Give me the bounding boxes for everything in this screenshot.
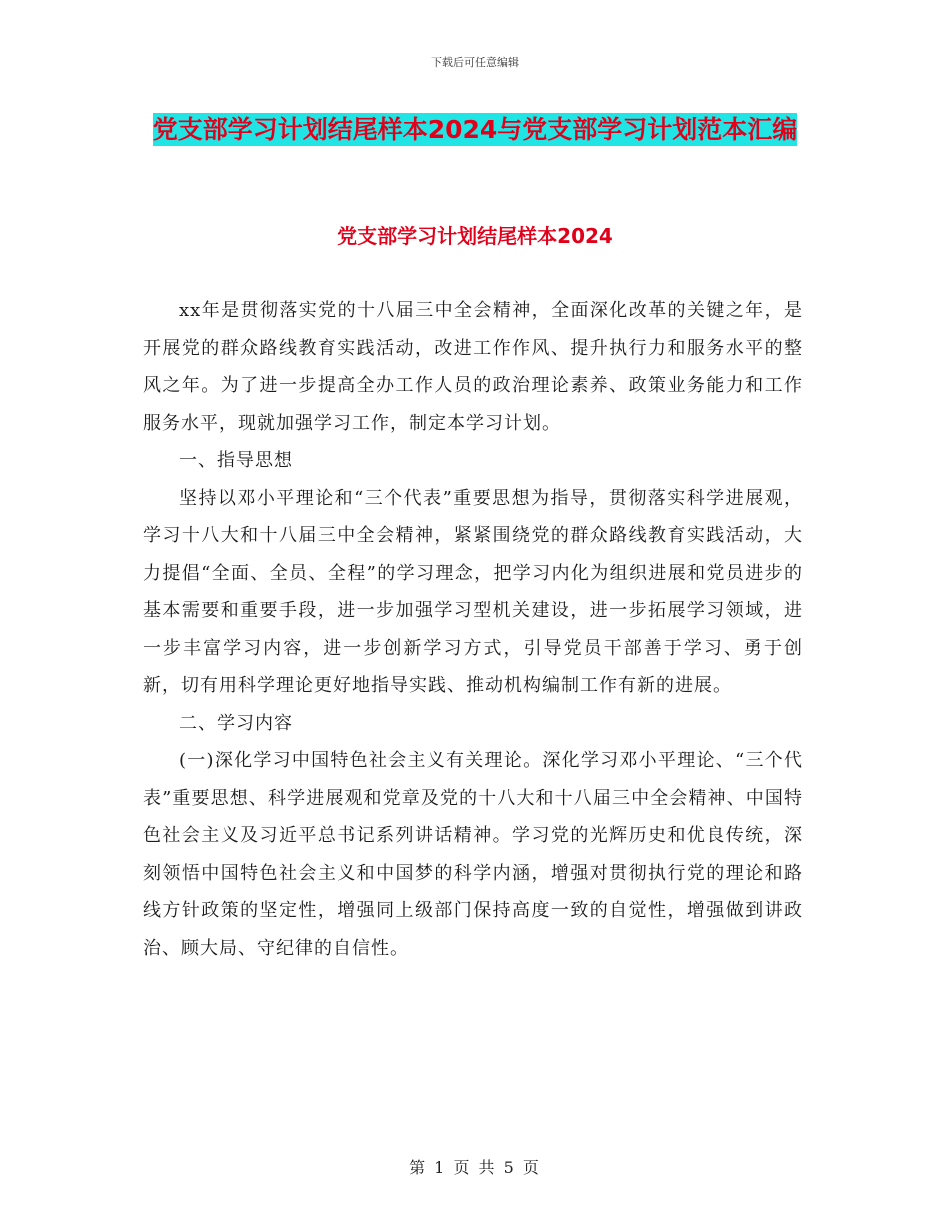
section-title: 党支部学习计划结尾样本2024 [337, 224, 613, 248]
paragraph-guiding-thought: 坚持以邓小平理论和“三个代表”重要思想为指导，贯彻落实科学进展观，学习十八大和十八届三中全会精神，紧紧围绕党的群众路线教育实践活动，大力提倡“全面、全员、全程”的学习理念，把学习内化为组织进展和党员进步的基本需要和重要手段，进一步加强学习型机关建设，进一步拓展学习领域，进一步丰富学习内容，进一步创新学习方式，引导党员干部善于学习、勇于创新，切有用科学理论更好地指导实践、推动机构编制工作有新的进展。 [143, 487, 803, 696]
heading-study-content: 二、学习内容 [179, 712, 293, 734]
paragraph-study-content: (一)深化学习中国特色社会主义有关理论。深化学习邓小平理论、“三个代表”重要思想、科学进展观和党章及党的十八大和十八届三中全会精神、中国特色社会主义及习近平总书记系列讲话精神。学习党的光辉历史和优良传统，深刻领悟中国特色社会主义和中国梦的科学内涵，增强对贯彻执行党的理论和路线方针政策的坚定性，增强同上级部门保持高度一致的自觉性，增强做到讲政治、顾大局、守纪律的自信性。 [143, 750, 803, 959]
paragraph-intro: xx年是贯彻落实党的十八届三中全会精神，全面深化改革的关键之年，是开展党的群众路线教育实践活动，改进工作作风、提升执行力和服务水平的整风之年。为了进一步提高全办工作人员的政治理论素养、政策业务能力和工作服务水平，现就加强学习工作，制定本学习计划。 [143, 300, 803, 434]
document-title-text: 党支部学习计划结尾样本2024与党支部学习计划范本汇编 [152, 115, 798, 144]
document-title [120, 108, 830, 152]
heading-guiding-thought: 一、指导思想 [179, 450, 293, 471]
page-header-note: 下载后可任意编辑 [431, 56, 519, 69]
page-footer-pagination: 第 1 页 共 5 页 [409, 1158, 541, 1177]
document-body [143, 292, 803, 967]
